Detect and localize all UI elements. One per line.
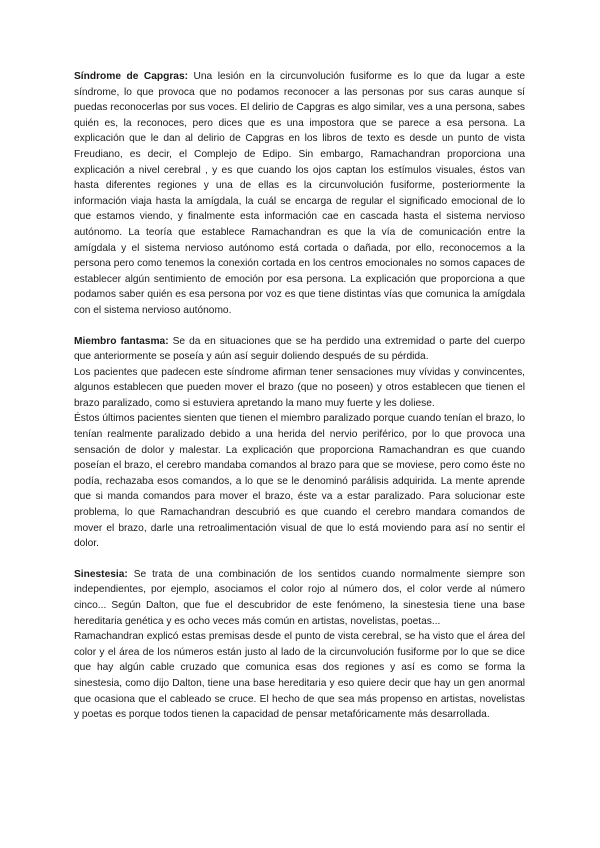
section-term: Sinestesia: (74, 568, 128, 580)
paragraph-text: Se trata de una combinación de los sentidos cuando normalmente siempre son independientes, por ejemplo, asociamos el color rojo al número dos, el color verde al número cinco... Según Dalton, que fue el descubridor de este fenómeno, la sinestesia tiene una base hereditaria genética y es ocho veces más común en artistas, novelistas, poetas... (74, 568, 525, 627)
section-capgras (74, 69, 525, 319)
paragraph (74, 334, 525, 365)
section-term: Síndrome de Capgras: (74, 71, 189, 82)
paragraph-text: Se da en situaciones que se ha perdido una extremidad o parte del cuerpo que anteriormente se poseía y aún así seguir doliendo después de su pérdida. (74, 335, 525, 363)
section-term: Miembro fantasma: (74, 335, 169, 347)
paragraph: Los pacientes que padecen este síndrome afirman tener sensaciones muy vívidas y convincentes, algunos establecen que pueden mover el brazo (que no poseen) y otros establecen que tienen el brazo paralizado, como si estuviera apretando la mano muy fuerte y les doliese. (74, 366, 525, 409)
document-body (74, 69, 525, 723)
section-miembro-fantasma (74, 334, 525, 552)
paragraph (74, 69, 525, 319)
paragraph: Éstos últimos pacientes sienten que tienen el miembro paralizado porque cuando tenían el brazo, lo tenían realmente paralizado debido a una herida del nervio periférico, por lo que provoca una sensación de dolor y malestar. La explicación que proporciona Ramachandran es que cuando poseían el brazo, el cerebro mandaba comandos al brazo para que se moviese, pero como éste no podía, rechazaba esos comandos, a lo que se le denominó parálisis adquirida. La mente aprende que si manda comandos para mover el brazo, éste va a estar paralizado. Para solucionar este problema, lo que Ramachandran descubrió es que cuando el cerebro mandara comandos de mover el brazo, darle una retroalimentación visual de que lo está moviendo para así no sentir el dolor. (74, 413, 525, 550)
section-sinestesia (74, 567, 525, 723)
paragraph (74, 567, 525, 629)
paragraph: Ramachandran explicó estas premisas desde el punto de vista cerebral, se ha visto que el área del color y el área de los números están justo al lado de la circunvolución fusiforme por lo que se dice que hay algún cable cruzado que comunica esas dos regiones y así es como se forma la sinestesia, como dijo Dalton, tiene una base hereditaria y eso quiere decir que hay un gen anormal que ocasiona que el cableado se cruce. El hecho de que sea más propenso en artistas, novelistas y poetas es porque todos tienen la capacidad de pensar metafóricamente más desarrollada. (74, 631, 525, 721)
paragraph-text: Una lesión en la circunvolución fusiforme es lo que da lugar a este síndrome, lo que provoca que no podamos reconocer a las personas por sus caras aunque sí puedas reconocerlas por sus voces. El delirio de Capgras es algo similar, ves a una persona, sabes quién es, la reconoces, pero dices que es una impostora que se parece a esa persona. La explicación que le dan al delirio de Capgras en los libros de texto es desde un punto de vista Freudiano, es decir, el Complejo de Edipo. Sin embargo, Ramachandran proporciona una explicación a nivel cerebral , y es que cuando los ojos captan los estímulos visuales, éstos van hasta diferentes regiones y una de ellas es la circunvolución fusiforme, posteriormente la información viaja hasta la amígdala, la cuál se encarga de regular el significado emocional de lo que estamos viendo, y finalmente esta información cae en cascada hasta el sistema nervioso autónomo. La teoría que establece Ramachandran es que la vía de comunicación entre la amígdala y el sistema nervioso autónomo está cortada o dañada, por ello, reconocemos a la persona pero como tenemos la conexión cortada en los centros emocionales no somos capaces de establecer algún sentimiento de emoción por esa persona. La explicación que proporciona a que podamos saber quién es esa persona por voz es que tiene distintas vías que comunica la amígdala con el sistema nervioso autónomo. (74, 71, 525, 316)
